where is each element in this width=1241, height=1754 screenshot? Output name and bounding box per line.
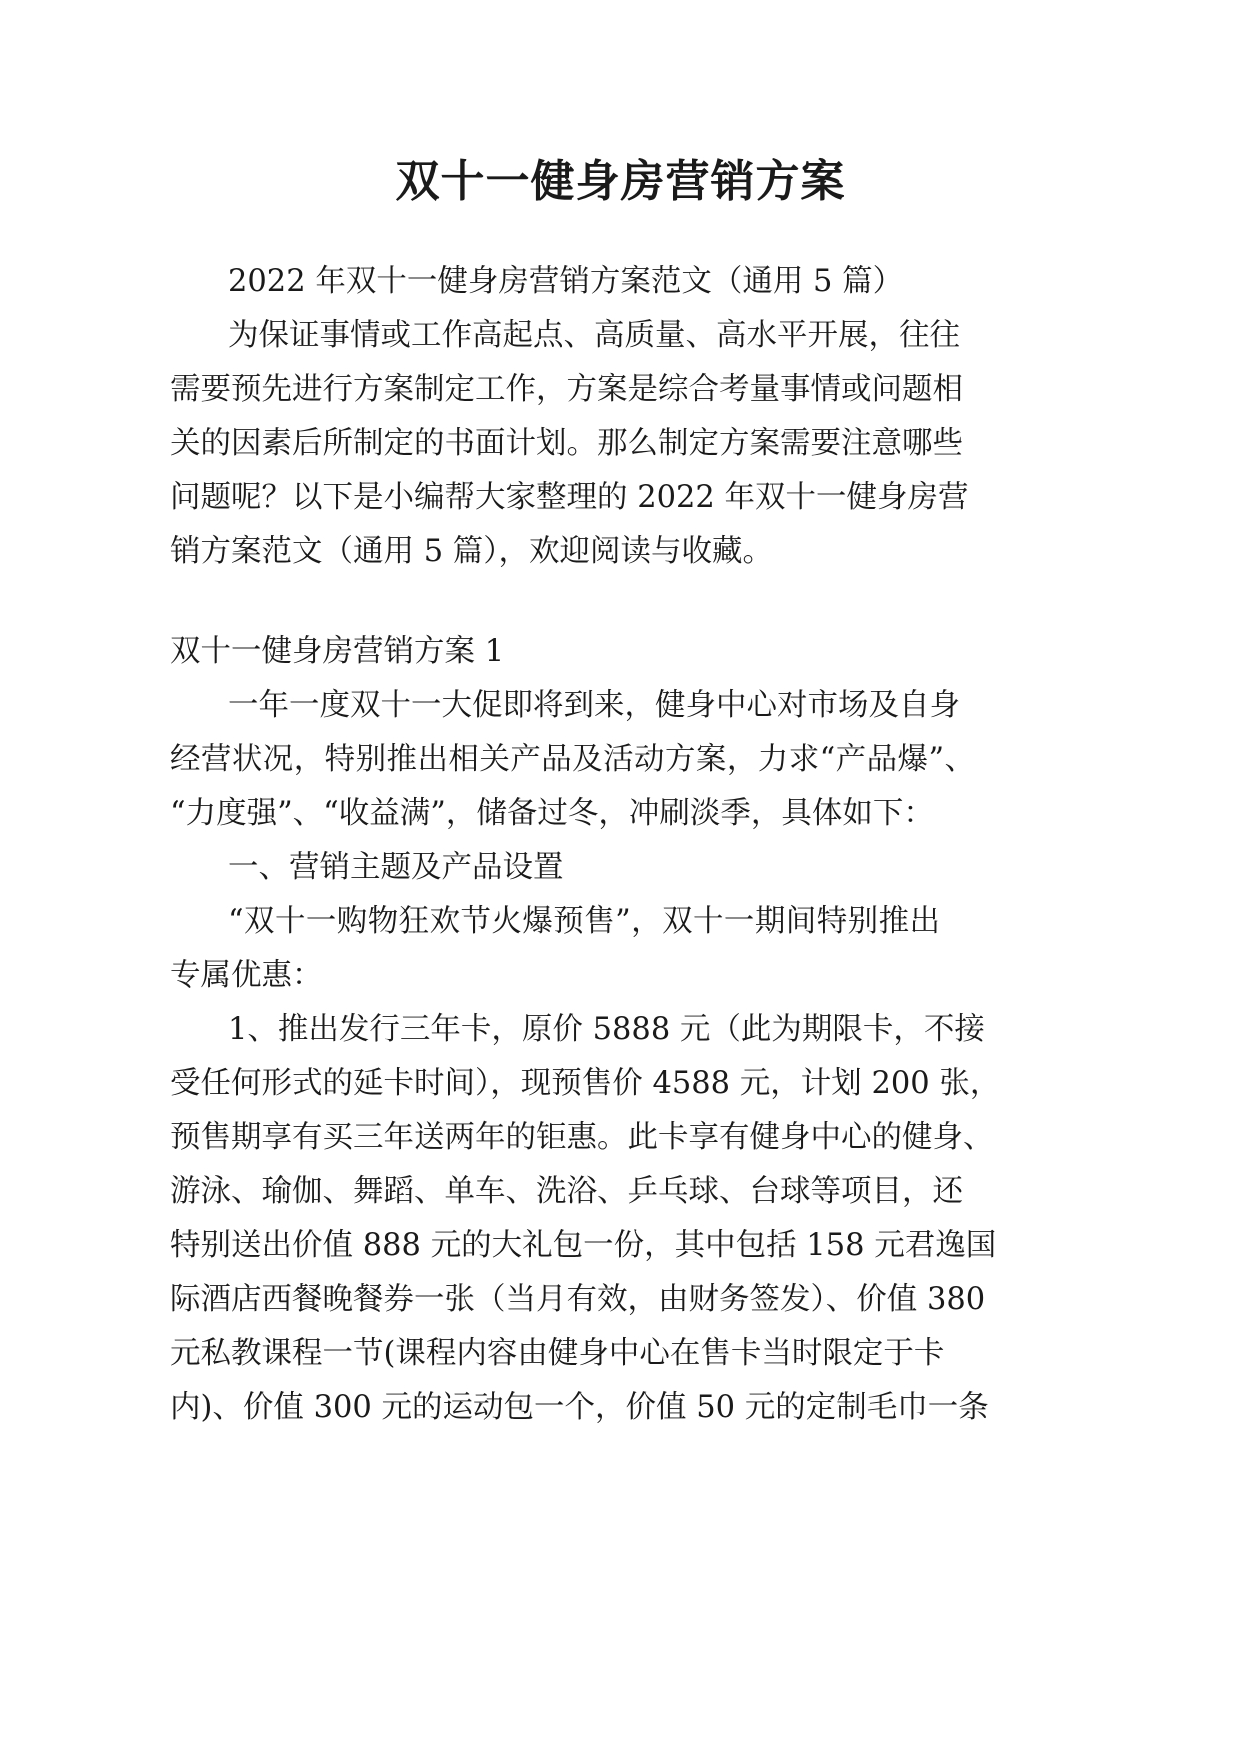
- intro-line-4: 问题呢？以下是小编帮大家整理的 2022 年双十一健身房营: [170, 480, 969, 515]
- body-line-5: 专属优惠：: [170, 958, 323, 993]
- body-line-2: 经营状况，特别推出相关产品及活动方案，力求“产品爆”、: [170, 742, 975, 777]
- item-line-6: 际酒店西餐晚餐券一张（当月有效，由财务签发）、价值 380: [170, 1282, 986, 1317]
- item-line-5: 特别送出价值 888 元的大礼包一份，其中包括 158 元君逸国: [170, 1228, 997, 1263]
- body-line-3: “力度强”、“收益满”，储备过冬，冲刷淡季，具体如下：: [170, 796, 934, 831]
- body-line-1: 一年一度双十一大促即将到来，健身中心对市场及自身: [228, 688, 960, 723]
- intro-line-3: 关的因素后所制定的书面计划。那么制定方案需要注意哪些: [170, 426, 963, 461]
- body-line-4: “双十一购物狂欢节火爆预售”，双十一期间特别推出: [228, 904, 940, 939]
- section-heading: 双十一健身房营销方案 1: [170, 634, 505, 669]
- item-line-8: 内)、价值 300 元的运动包一个，价值 50 元的定制毛巾一条: [170, 1390, 989, 1425]
- intro-line-2: 需要预先进行方案制定工作，方案是综合考量事情或问题相: [170, 372, 963, 407]
- subsection-heading: 一、营销主题及产品设置: [228, 850, 564, 885]
- intro-line-1: 为保证事情或工作高起点、高质量、高水平开展，往往: [228, 318, 960, 353]
- intro-line-5: 销方案范文（通用 5 篇），欢迎阅读与收藏。: [170, 534, 774, 569]
- item-line-4: 游泳、瑜伽、舞蹈、单车、洗浴、乒乓球、台球等项目，还: [170, 1174, 963, 1209]
- document-title: 双十一健身房营销方案: [395, 156, 846, 207]
- item-line-1: 1、推出发行三年卡，原价 5888 元（此为期限卡，不接: [228, 1012, 985, 1047]
- item-line-7: 元私教课程一节(课程内容由健身中心在售卡当时限定于卡: [170, 1336, 945, 1371]
- subtitle-line: 2022 年双十一健身房营销方案范文（通用 5 篇）: [228, 264, 904, 299]
- item-line-3: 预售期享有买三年送两年的钜惠。此卡享有健身中心的健身、: [170, 1120, 994, 1155]
- item-line-2: 受任何形式的延卡时间），现预售价 4588 元，计划 200 张，: [170, 1066, 1001, 1101]
